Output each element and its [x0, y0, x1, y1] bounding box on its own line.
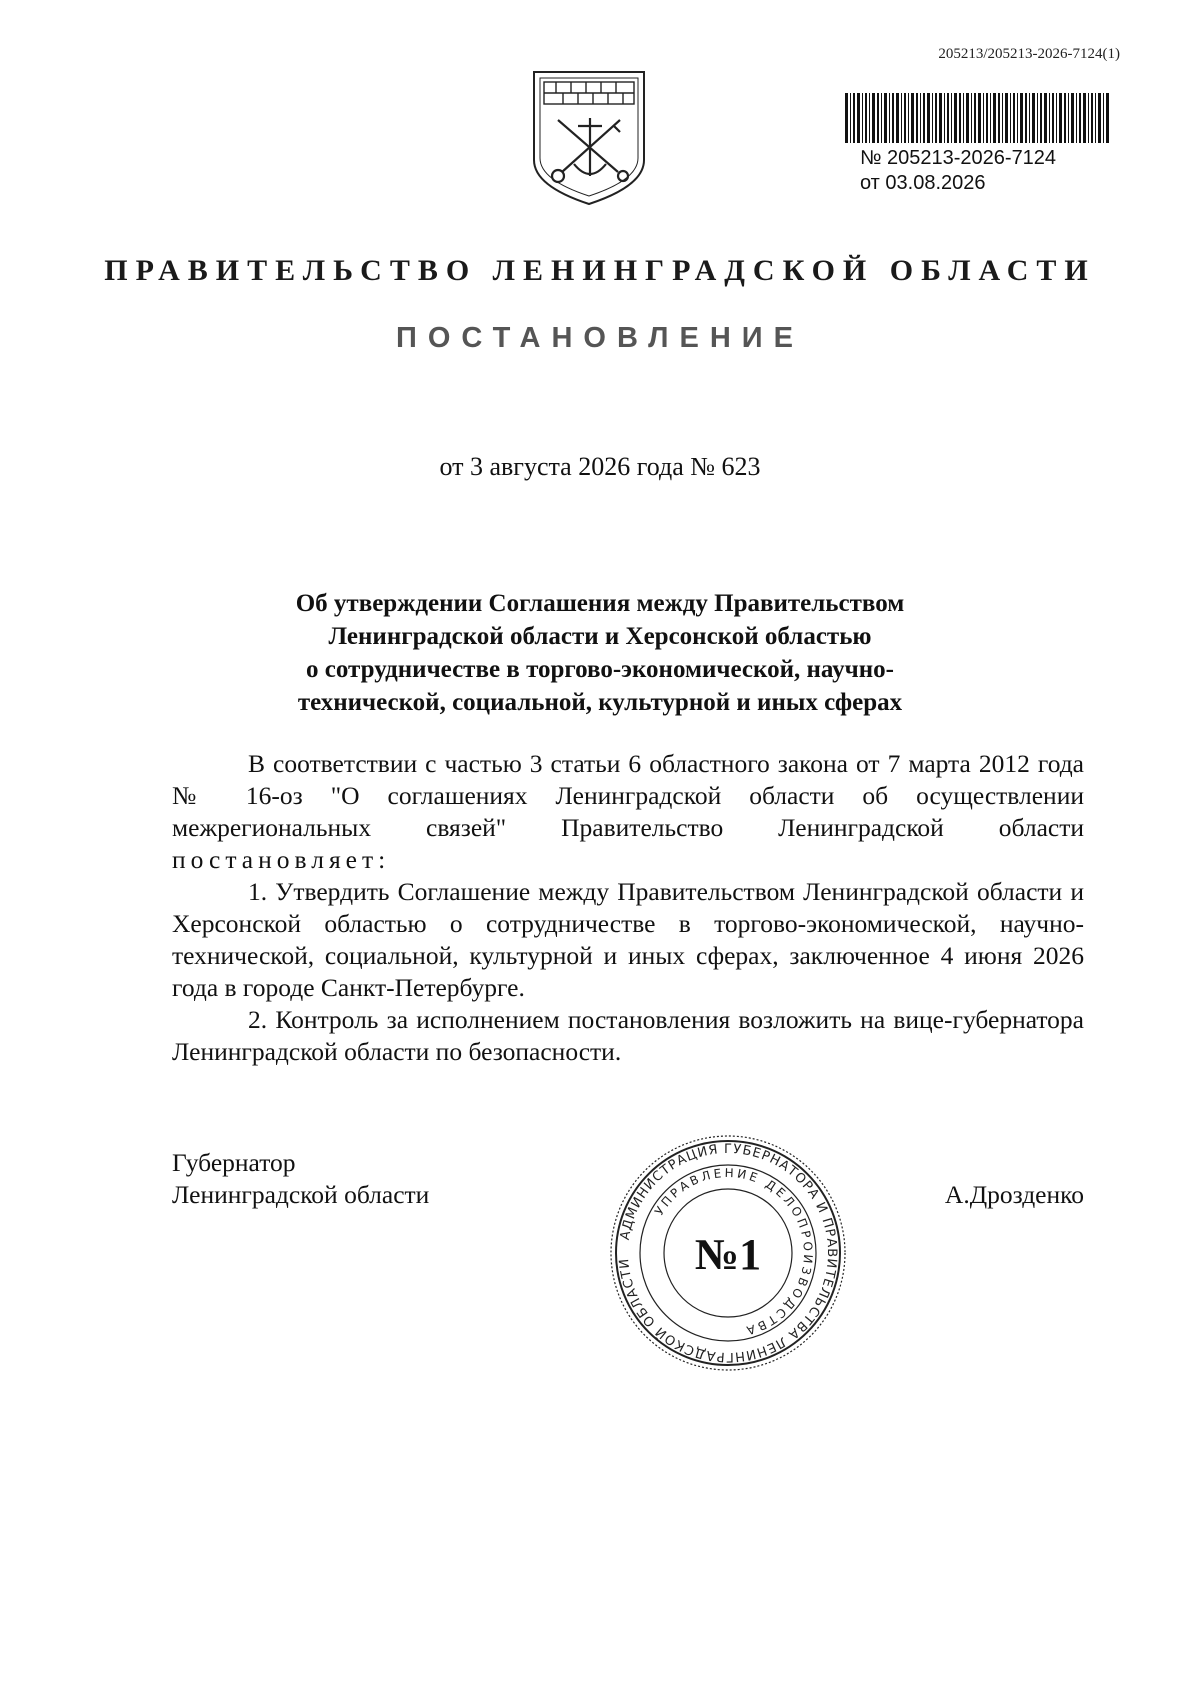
- seal-inner-text: УПРАВЛЕНИЕ ДЕЛОПРОИЗВОДСТВА: [651, 1165, 816, 1339]
- subject-line: о сотрудничестве в торгово-экономической, научно-: [306, 656, 894, 683]
- subject-line: Ленинградской области и Херсонской областью: [328, 623, 872, 650]
- position-line: Ленинградской области: [172, 1180, 430, 1209]
- item-1: 1. Утвердить Соглашение между Правительством Ленинградской области и Херсонской областью о сотрудничестве в торгово-экономической, научно-технической, социальной, культурной и иных сферах, заключенное 4 июня 2026 года в городе Санкт-Петербурге.: [172, 877, 1084, 1002]
- coat-of-arms-icon: [530, 68, 648, 208]
- preamble-text: В соответствии с частью 3 статьи 6 областного закона от 7 марта 2012 года № 16-оз "О соглашениях Ленинградской области об осуществлении межрегиональных связей" Правительство Ленинградской области: [172, 749, 1084, 842]
- barcode-icon: [845, 93, 1110, 143]
- document-subject: [200, 587, 1000, 719]
- document-type: ПОСТАНОВЛЕНИЕ: [396, 322, 804, 354]
- position-line: Губернатор: [172, 1148, 296, 1177]
- official-seal: [608, 1133, 848, 1373]
- registration-date: от 03.08.2026: [860, 172, 986, 194]
- registration-block: [860, 146, 1110, 196]
- seal-number: №1: [694, 1230, 762, 1279]
- document-id: 205213/205213-2026-7124(1): [938, 46, 1120, 62]
- registration-number: № 205213-2026-7124: [860, 147, 1057, 169]
- subject-line: Об утверждении Соглашения между Правительством: [295, 590, 905, 617]
- resolves-word: постановляет:: [172, 845, 391, 874]
- subject-line: технической, социальной, культурной и иных сферах: [297, 689, 903, 716]
- document-date-number: от 3 августа 2026 года № 623: [439, 452, 761, 481]
- organization-title: ПРАВИТЕЛЬСТВО ЛЕНИНГРАДСКОЙ ОБЛАСТИ: [104, 254, 1096, 287]
- signatory-name: А.Дрозденко: [944, 1180, 1084, 1209]
- signatory-position: [172, 1147, 532, 1211]
- item-2: 2. Контроль за исполнением постановления возложить на вице-губернатора Ленинградской области по безопасности.: [172, 1005, 1084, 1066]
- seal-ring-text: АДМИНИСТРАЦИЯ ГУБЕРНАТОРА И ПРАВИТЕЛЬСТВА ЛЕНИНГРАДСКОЙ ОБЛАСТИ: [617, 1141, 840, 1365]
- document-body: [172, 748, 1084, 1068]
- preamble-paragraph: [172, 748, 1084, 876]
